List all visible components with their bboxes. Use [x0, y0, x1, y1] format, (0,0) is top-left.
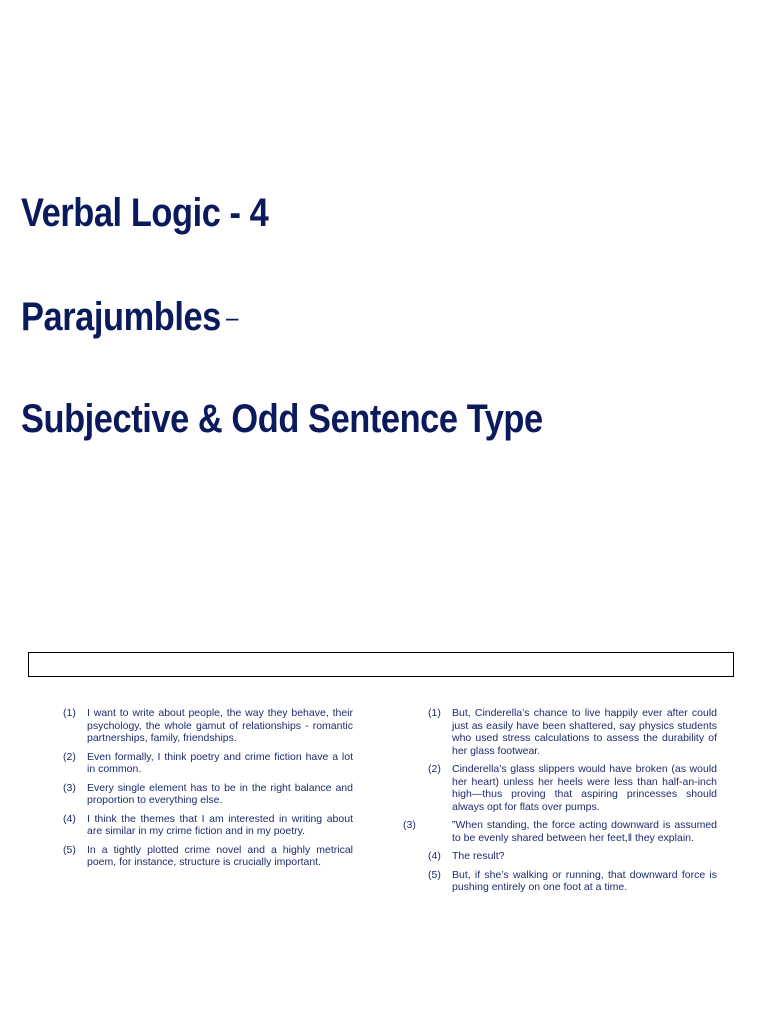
- item-text: I think the themes that I am interested in writing about are similar in my crime fiction and in my poetry.: [87, 812, 353, 837]
- list-item: [428, 707, 717, 757]
- item-number: (3): [403, 819, 416, 831]
- item-number: (4): [428, 850, 441, 862]
- list-item: [63, 707, 353, 745]
- right-question-list: [403, 707, 717, 900]
- item-number: (1): [63, 707, 76, 719]
- item-number: (3): [63, 781, 76, 794]
- item-text: But, if she’s walking or running, that downward force is pushing entirely on one foot at a time.: [452, 868, 717, 893]
- item-text: Cinderella’s glass slippers would have broken (as would her heart) unless her heels were less than half-an-inch high—thus proving that aspiring princesses should always opt for flats over pumps.: [452, 763, 717, 813]
- list-item: [63, 813, 353, 838]
- title-verbal-logic: [21, 191, 268, 235]
- item-number: (1): [428, 707, 441, 719]
- title-subjective-odd-sentence: [21, 397, 543, 441]
- list-item: [63, 751, 353, 776]
- answer-box[interactable]: [28, 652, 734, 677]
- item-text: But, Cinderella’s chance to live happily ever after could just as easily have been shattered, say physics students who used stress calculations to assess the durability of her glass footwear.: [452, 707, 717, 757]
- title-dash: –: [226, 302, 239, 332]
- list-item: [428, 850, 717, 863]
- item-text: In a tightly plotted crime novel and a highly metrical poem, for instance, structure is crucially important.: [87, 843, 353, 868]
- list-item: [403, 819, 717, 844]
- title-parajumbles: [21, 295, 238, 339]
- item-number: (2): [428, 763, 441, 775]
- item-text: I want to write about people, the way they behave, their psychology, the whole gamut of relationships - romantic partnerships, family, friendships.: [87, 707, 353, 744]
- title-parajumbles-text: Parajumbles: [21, 295, 221, 339]
- item-text: ‟When standing, the force acting downward is assumed to be evenly shared between her feet,‖ they explain.: [452, 819, 717, 844]
- list-item: [63, 844, 353, 869]
- list-item: [428, 763, 717, 813]
- left-question-list: [63, 707, 353, 875]
- title-subjective-text: Subjective & Odd Sentence Type: [21, 397, 543, 441]
- item-text: Every single element has to be in the right balance and proportion to everything else.: [87, 781, 353, 806]
- list-item: [63, 782, 353, 807]
- item-text: The result?: [452, 850, 505, 862]
- item-number: (4): [63, 812, 76, 825]
- item-number: (5): [63, 843, 76, 856]
- list-item: [428, 869, 717, 894]
- item-number: (5): [428, 868, 441, 881]
- item-number: (2): [63, 750, 76, 763]
- item-text: Even formally, I think poetry and crime fiction have a lot in common.: [87, 750, 353, 775]
- title-verbal-logic-text: Verbal Logic - 4: [21, 191, 269, 235]
